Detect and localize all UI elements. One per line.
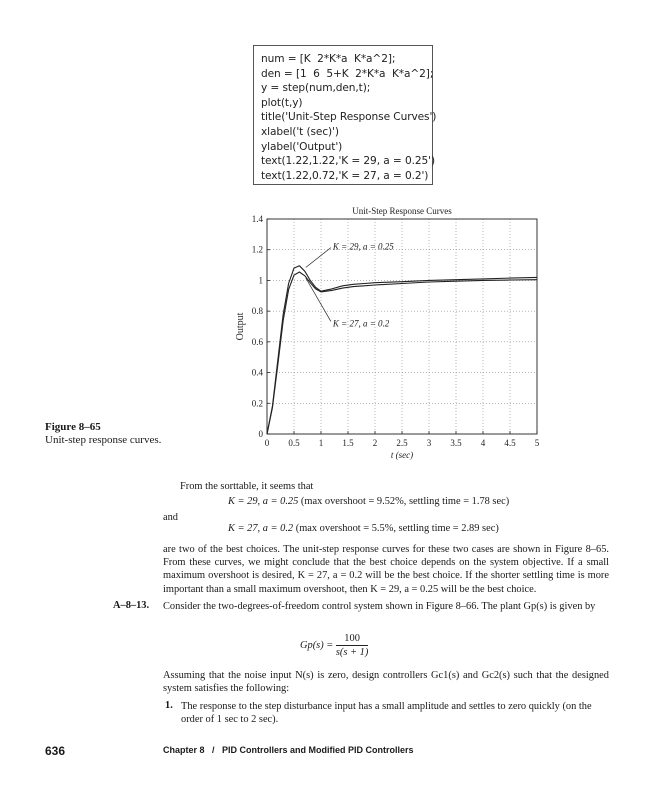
code-line: text(1.22,1.22,'K = 29, a = 0.25') [261, 155, 435, 168]
equation-2-rest: (max overshoot = 5.5%, settling time = 2.89 sec) [295, 523, 499, 534]
equation-2-lhs: K = 27, a = 0.2 [228, 523, 294, 534]
plant-fraction [336, 633, 368, 658]
intro-text: From the sorttable, it seems that [180, 481, 314, 492]
code-line: plot(t,y) [261, 96, 303, 109]
x-tick-label: 1.5 [342, 438, 354, 448]
chart-title: Unit-Step Response Curves [352, 206, 452, 216]
code-line: text(1.22,0.72,'K = 27, a = 0.2') [261, 169, 429, 182]
list-item-text: The response to the step disturbance input has a small amplitude and settles to zero quickly (on the order of 1 sec to 2 sec). [181, 701, 592, 726]
problem-number: A–8–13. [113, 600, 150, 611]
code-line: y = step(num,den,t); [261, 82, 371, 95]
y-tick-label: 0.4 [251, 367, 263, 378]
x-tick-label: 4.5 [504, 438, 516, 448]
annotation-leader-1 [306, 248, 331, 268]
y-tick-label: 1.2 [251, 244, 263, 255]
y-tick-label: 0.2 [251, 398, 263, 409]
code-line: num = [K 2*K*a K*a^2]; [261, 53, 396, 65]
fraction-numerator: 100 [336, 633, 368, 646]
equation-1-lhs: K = 29, a = 0.25 [228, 496, 299, 507]
equation-1-rest: (max overshoot = 9.52%, settling time = 1.78 sec) [300, 496, 510, 507]
problem-text: Consider the two-degrees-of-freedom control system shown in Figure 8–66. The plant Gp(s) is given by [163, 601, 596, 612]
y-axis-label: Output [235, 312, 246, 341]
figure-caption [45, 421, 165, 447]
figure-label: Figure 8–65 [45, 421, 101, 433]
plant-equation-lhs: Gp(s) = [300, 639, 334, 651]
code-line: title('Unit-Step Response Curves') [261, 111, 437, 124]
annotation-label-2: K = 27, a = 0.2 [332, 318, 390, 329]
x-tick-label: 0 [264, 438, 270, 448]
x-tick-label: 3.5 [450, 438, 462, 448]
code-line: den = [1 6 5+K 2*K*a K*a^2]; [261, 67, 434, 80]
x-tick-label: 3 [426, 438, 432, 448]
x-axis-label: t (sec) [390, 450, 414, 460]
paragraph: are two of the best choices. The unit-step response curves for these two cases are shown in Figure 8–65. From these curves, we might conclude that the best choice depends on the system objective. If a small maximum overshoot is desired, K = 27, a = 0.2 will be the best choice. If the shorter settling time is more important than a small maximum overshoot, then K = 29, a = 0.25 will be the best choice. [163, 544, 609, 595]
code-line: ylabel('Output') [261, 140, 343, 153]
x-tick-label: 2.5 [396, 438, 408, 448]
x-tick-label: 2 [372, 438, 378, 448]
x-tick-label: 5 [534, 438, 540, 448]
x-tick-label: 1 [318, 438, 324, 448]
y-tick-label: 1.4 [251, 214, 263, 224]
y-tick-label: 1 [258, 275, 263, 286]
code-line: xlabel('t (sec)') [261, 125, 339, 138]
y-tick-label: 0.6 [251, 336, 263, 347]
equation-2 [228, 523, 499, 534]
annotation-leader-2 [306, 278, 331, 321]
page-number: 636 [45, 744, 66, 758]
annotation-label-1: K = 29, a = 0.25 [332, 241, 394, 252]
x-tick-label: 4 [480, 438, 486, 448]
equation-1 [228, 496, 509, 507]
list-item-number: 1. [165, 700, 173, 711]
chapter-footer: Chapter 8 / PID Controllers and Modified PID Controllers [163, 745, 414, 755]
figure-caption-text: Unit-step response curves. [45, 434, 162, 446]
plot-frame [267, 219, 537, 434]
plant-equation [300, 633, 368, 658]
x-tick-label: 0.5 [288, 438, 300, 448]
y-tick-label: 0 [258, 429, 263, 439]
series-line-2 [267, 272, 537, 434]
fraction-denominator: s(s + 1) [335, 647, 369, 658]
y-tick-label: 0.8 [251, 306, 263, 317]
assume-text: Assuming that the noise input N(s) is zero, design controllers Gc1(s) and Gc2(s) such that the designed system satisfies the following: [163, 670, 609, 695]
and-text: and [163, 512, 179, 523]
